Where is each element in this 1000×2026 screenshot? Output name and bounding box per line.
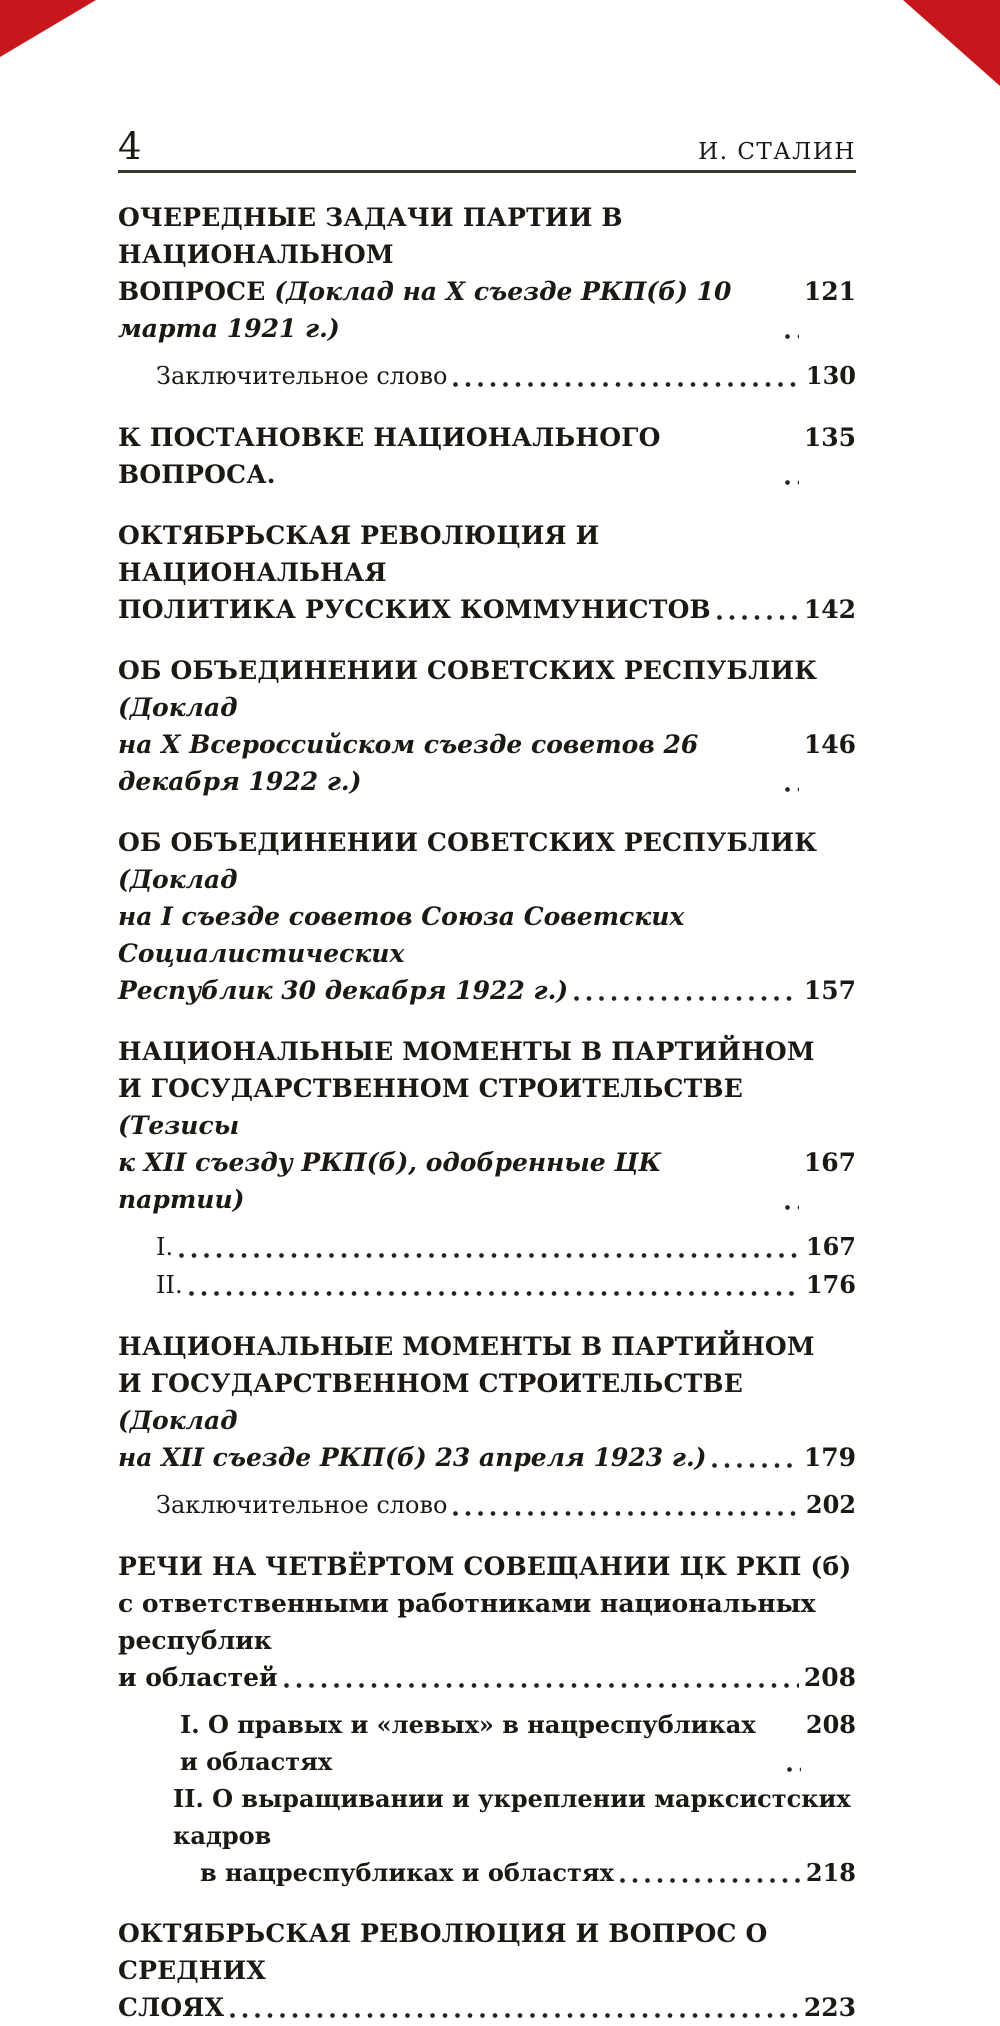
dot-leader	[574, 972, 799, 1009]
entry-title: ПОЛИТИКА РУССКИХ КОММУНИСТОВ	[118, 595, 711, 624]
entry-title: НАЦИОНАЛЬНЫЕ МОМЕНТЫ В ПАРТИЙНОМ	[118, 1037, 815, 1066]
subentry-text: О выращивании и укреплении марксистских кадров	[173, 1784, 860, 1850]
entry-title-caps: И ГОСУДАРСТВЕННОМ СТРОИТЕЛЬСТВЕ	[118, 1074, 752, 1103]
page-ref: 121	[803, 277, 856, 306]
toc-line	[118, 1328, 856, 1365]
toc-line	[118, 419, 856, 493]
toc-entry	[118, 824, 856, 1009]
subentry-numeral: II.	[173, 1784, 204, 1813]
dot-leader	[785, 419, 799, 493]
entry-title	[118, 824, 856, 898]
dot-leader	[717, 591, 799, 628]
toc-line	[118, 1439, 856, 1476]
page-content	[118, 0, 860, 2026]
entry-title-italic: (Доклад на X съезде РКП(б) 10 марта 1921 г.)	[118, 277, 741, 343]
page-ref: 223	[803, 1993, 856, 2022]
page-ref: 167	[805, 1232, 856, 1261]
page-ref: 167	[803, 1148, 856, 1177]
entry-title: ОКТЯБРЬСКАЯ РЕВОЛЮЦИЯ И ВОПРОС О СРЕДНИХ	[118, 1919, 777, 1985]
toc-line	[118, 972, 856, 1009]
entry-title-italic: на X Всероссийском съезде советов 26 декабря 1922 г.)	[118, 730, 707, 796]
toc-entry	[118, 1033, 856, 1304]
toc-line	[118, 1989, 856, 2026]
entry-title: ОЧЕРЕДНЫЕ ЗАДАЧИ ПАРТИИ В НАЦИОНАЛЬНОМ	[118, 203, 632, 269]
toc-line	[118, 652, 856, 726]
toc-line	[118, 199, 856, 273]
toc-subentry	[118, 1706, 856, 1780]
subentry-numeral: I.	[156, 1233, 174, 1261]
page-ref: 208	[805, 1710, 856, 1739]
subentry-text: в нацреспубликах и областях	[200, 1858, 614, 1887]
entry-title-italic: на I съезде советов Союза Советских Социалистических	[118, 902, 694, 968]
dot-leader	[230, 1989, 799, 2026]
entry-title-italic: (Доклад	[118, 865, 238, 894]
toc-entry	[118, 1915, 856, 2026]
toc-entry	[118, 652, 856, 800]
entry-subtitle: и областей	[118, 1663, 278, 1692]
toc-line	[118, 1548, 856, 1585]
dot-leader	[712, 1439, 798, 1476]
entry-title-caps: ОБ ОБЪЕДИНЕНИИ СОВЕТСКИХ РЕСПУБЛИК	[118, 656, 827, 685]
running-title: И. СТАЛИН	[698, 139, 856, 165]
subentry-title	[180, 1706, 781, 1780]
table-of-contents	[118, 199, 860, 2026]
toc-subentry	[118, 1266, 856, 1304]
toc-entry	[118, 419, 856, 493]
red-cover-corner-right	[903, 0, 1000, 86]
toc-subentry	[118, 1228, 856, 1266]
page-ref: 218	[805, 1858, 856, 1887]
page-ref: 130	[805, 361, 856, 390]
subentry-title: Заключительное слово	[156, 1491, 448, 1519]
subentry-title: Заключительное слово	[156, 362, 448, 390]
toc-entry	[118, 1328, 856, 1524]
page-header	[118, 0, 856, 168]
page-ref: 202	[805, 1490, 856, 1519]
subentry-numeral: I.	[180, 1710, 200, 1739]
page-ref: 208	[803, 1663, 856, 1692]
toc-entry	[118, 199, 856, 395]
dot-leader	[785, 273, 799, 347]
entry-title-italic: (Доклад	[118, 693, 238, 722]
entry-subtitle: с ответственными работниками национальных республик	[118, 1589, 825, 1655]
page-ref: 142	[803, 595, 856, 624]
toc-entry	[118, 517, 856, 628]
toc-line	[118, 898, 856, 972]
dot-leader	[787, 1706, 801, 1780]
entry-title: НАЦИОНАЛЬНЫЕ МОМЕНТЫ В ПАРТИЙНОМ	[118, 1332, 815, 1361]
toc-line	[118, 517, 856, 591]
entry-title-caps: ВОПРОСЕ	[118, 277, 275, 306]
entry-title	[118, 652, 856, 726]
red-cover-corner-left	[0, 0, 96, 57]
entry-title	[118, 1070, 856, 1144]
toc-line	[118, 1070, 856, 1144]
page-ref: 146	[803, 730, 856, 759]
entry-title	[118, 273, 779, 347]
entry-title-italic: Республик 30 декабря 1922 г.)	[118, 976, 569, 1005]
toc-line	[118, 1659, 856, 1696]
folio-number: 4	[118, 125, 142, 168]
entry-title-italic: (Тезисы	[118, 1111, 240, 1140]
entry-title: ОКТЯБРЬСКАЯ РЕВОЛЮЦИЯ И НАЦИОНАЛЬНАЯ	[118, 521, 609, 587]
entry-title: К ПОСТАНОВКЕ НАЦИОНАЛЬНОГО ВОПРОСА.	[118, 423, 670, 489]
toc-line	[118, 273, 856, 347]
entry-title: РЕЧИ НА ЧЕТВЁРТОМ СОВЕЩАНИИ ЦК РКП (б)	[118, 1552, 852, 1581]
toc-line	[118, 726, 856, 800]
toc-subentry	[118, 1854, 856, 1891]
dot-leader	[785, 1144, 799, 1218]
entry-title-italic: на XII съезде РКП(б) 23 апреля 1923 г.)	[118, 1443, 707, 1472]
toc-line	[118, 1144, 856, 1218]
page-ref: 179	[803, 1443, 856, 1472]
toc-line	[118, 1585, 856, 1659]
dot-leader	[785, 726, 799, 800]
dot-leader	[284, 1659, 799, 1696]
toc-line	[118, 591, 856, 628]
subentry-numeral: II.	[156, 1271, 183, 1299]
subentry-title	[173, 1780, 860, 1854]
toc-subentry	[118, 1486, 856, 1524]
toc-line	[118, 1033, 856, 1070]
dot-leader	[189, 1266, 801, 1304]
entry-title-caps: ОБ ОБЪЕДИНЕНИИ СОВЕТСКИХ РЕСПУБЛИК	[118, 828, 827, 857]
page-ref: 176	[805, 1270, 856, 1299]
toc-line	[118, 824, 856, 898]
dot-leader	[620, 1854, 801, 1891]
toc-subentry	[118, 1780, 860, 1854]
entry-title-italic: к XII съезду РКП(б), одобренные ЦК партии)	[118, 1148, 670, 1214]
dot-leader	[179, 1228, 801, 1266]
toc-entry	[118, 1548, 860, 1891]
dot-leader	[453, 357, 800, 395]
entry-title-caps: И ГОСУДАРСТВЕННОМ СТРОИТЕЛЬСТВЕ	[118, 1369, 752, 1398]
entry-title	[118, 1365, 856, 1439]
entry-title-italic: (Доклад	[118, 1406, 238, 1435]
header-rule	[118, 170, 856, 173]
dot-leader	[453, 1486, 800, 1524]
subentry-text: О правых и «левых» в нацреспубликах и областях	[180, 1710, 765, 1776]
page-ref: 135	[803, 423, 856, 452]
page-ref: 157	[803, 976, 856, 1005]
toc-subentry	[118, 357, 856, 395]
toc-line	[118, 1915, 856, 1989]
entry-title: СЛОЯХ	[118, 1993, 225, 2022]
toc-line	[118, 1365, 856, 1439]
